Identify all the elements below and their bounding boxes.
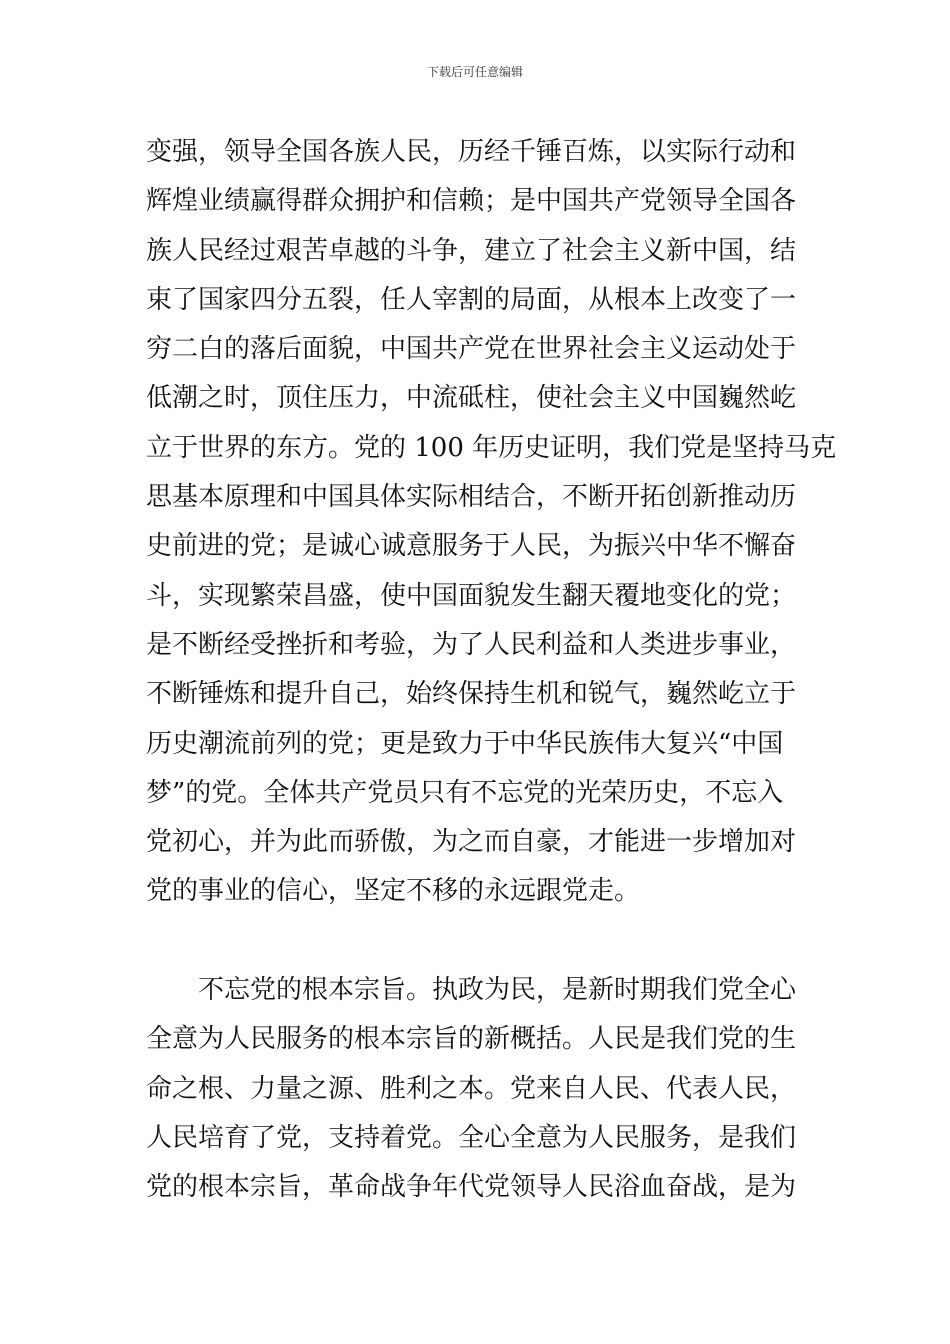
text-line: 思基本原理和中国具体实际相结合，不断开拓创新推动历 <box>146 482 797 513</box>
text-line: 变强，领导全国各族人民，历经千锤百炼，以实际行动和 <box>146 137 797 167</box>
text-line: 低潮之时，顶住压力，中流砥柱，使社会主义中国巍然屹 <box>146 383 797 414</box>
text-line: 是不断经受挫折和考验，为了人民利益和人类进步事业， <box>146 629 797 660</box>
text-line: 束了国家四分五裂，任人宰割的局面，从根本上改变了一 <box>146 284 797 315</box>
paragraph-gap <box>146 917 816 966</box>
text-line: 人民培育了党，支持着党。全心全意为人民服务，是我们 <box>146 1122 797 1153</box>
text-line: 党的根本宗旨，革命战争年代党领导人民浴血奋战，是为 <box>146 1172 797 1203</box>
text-line: 历史潮流前列的党；更是致力于中华民族伟大复兴“中国 <box>146 728 784 759</box>
text-line: 党的事业的信心，坚定不移的永远跟党走。 <box>146 876 641 907</box>
text-line: 党初心，并为此而骄傲，为之而自豪，才能进一步增加对 <box>146 827 797 858</box>
paragraph <box>146 128 837 917</box>
page-header: 下载后可任意编辑 <box>426 65 523 79</box>
text-line: 命之根、力量之源、胜利之本。党来自人民、代表人民， <box>146 1073 797 1104</box>
text-line: 斗，实现繁荣昌盛，使中国面貌发生翻天覆地变化的党； <box>146 580 797 611</box>
text-line: 全意为人民服务的根本宗旨的新概括。人民是我们党的生 <box>146 1024 797 1055</box>
text-line: 不忘党的根本宗旨。执政为民，是新时期我们党全心 <box>146 975 797 1006</box>
text-line: 不断锤炼和提升自己，始终保持生机和锐气，巍然屹立于 <box>146 679 797 710</box>
text-line: 史前进的党；是诚心诚意服务于人民，为振兴中华不懈奋 <box>146 531 797 562</box>
paragraph <box>146 966 816 1212</box>
text-line: 梦”的党。全体共产党员只有不忘党的光荣历史，不忘入 <box>146 777 784 808</box>
text-line: 穷二白的落后面貌，中国共产党在世界社会主义运动处于 <box>146 334 797 365</box>
text-line: 族人民经过艰苦卓越的斗争，建立了社会主义新中国，结 <box>146 235 797 266</box>
document-body <box>146 128 837 1213</box>
text-line: 立于世界的东方。党的 100 年历史证明，我们党是坚持马克 <box>146 432 837 463</box>
text-line: 辉煌业绩赢得群众拥护和信赖；是中国共产党领导全国各 <box>146 186 797 217</box>
